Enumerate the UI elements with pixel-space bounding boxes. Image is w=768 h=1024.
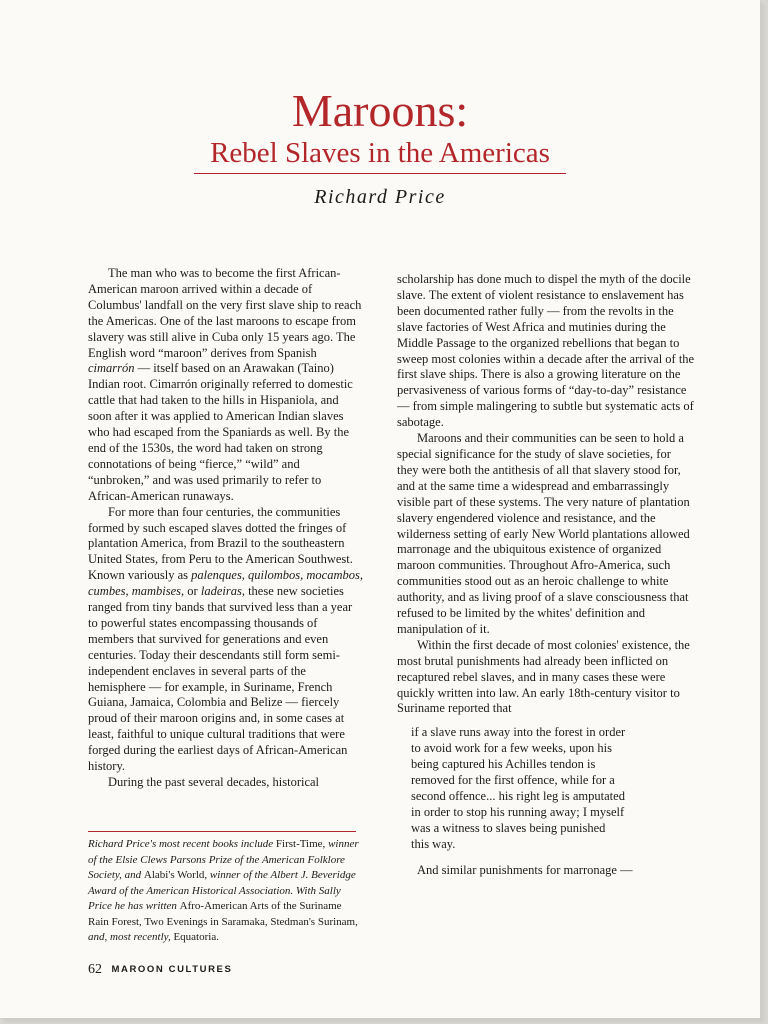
block-quote [411, 725, 695, 852]
text-run: The man who was to become the first African-American maroon arrived within a decade of Columbus' landfall on the very first slave ship to reach the Americas. One of the last maroons to escape from slavery was still alive in Cuba only 15 years ago. The English word “maroon” derives from Spanish [88, 266, 362, 360]
italic-run: ladeiras, [200, 584, 245, 599]
italic-run: winner of the Elsie Clews Parsons Prize of the American Folklore Society, and [88, 838, 359, 881]
footnote-divider [88, 831, 356, 832]
italic-run: cimarrón [88, 361, 135, 376]
body-paragraph [88, 775, 363, 791]
text-run: — itself based on an Arawakan (Taino) Indian root. Cimarrón originally referred to domestic cattle that had taken to the hills in Hispaniola, and soon after it was applied to American Indian slaves who had escaped from the Spaniards as well. By the end of the 1530s, the word had taken on strong connotations of being “fierce,” “wild” and “unbroken,” and was used primarily to refer to African-American runaways. [88, 361, 353, 503]
body-paragraph: And similar punishments for marronage — [417, 862, 633, 877]
section-title: MAROON CULTURES [111, 964, 233, 975]
text-run: or [184, 584, 201, 599]
author-byline: Richard Price [314, 186, 446, 208]
article-subtitle: Rebel Slaves in the Americas [210, 137, 550, 169]
quote-line: in order to stop his running away; I myself [411, 804, 625, 819]
title-divider [194, 173, 566, 174]
text-run: Equatoria. [173, 931, 219, 943]
text-run: For more than four centuries, the communities formed by such escaped slaves dotted the fringes of plantation America, from Brazil to the southeastern United States, from Peru to the American Southwest. Known variously as [88, 504, 353, 583]
page-number: 62 [88, 962, 102, 977]
author-note [88, 837, 363, 946]
text-run: Afro-American Arts of the Suriname Rain Forest, Two Evenings in Saramaka, Stedman's Surinam, [88, 900, 358, 928]
quote-line: was a witness to slaves being punished [411, 820, 606, 835]
quote-line: if a slave runs away into the forest in order [411, 725, 626, 740]
quote-line: second offence... his right leg is amputated [411, 789, 625, 803]
quote-line: removed for the first offence, while for a [411, 773, 615, 788]
quote-line: being captured his Achilles tendon is [411, 757, 596, 772]
text-run: Alabi's World, [143, 869, 210, 881]
body-paragraph [88, 505, 363, 775]
body-paragraph-continued: scholarship has done much to dispel the myth of the docile slave. The extent of violent resistance to enslavement has been documented rather fully — from the revolts in the slave factories of West Africa and mutinies during the Middle Passage to the organized rebellions that began to sweep most colonies within a decade after the arrival of the first slave ships. There is also a growing literature on the pervasiveness of various forms of “day-to-day” resistance — from simple malingering to subtle but systematic acts of sabotage. [397, 272, 695, 430]
page-folio [88, 962, 232, 979]
italic-run: Richard Price's most recent books include [88, 838, 276, 850]
left-column [88, 266, 363, 791]
text-run: First-Time, [275, 838, 329, 850]
article-title: Maroons: [291, 85, 469, 136]
quote-line: to avoid work for a few weeks, upon his [411, 741, 612, 756]
italic-run: palenques, quilombos, mocambos, cumbes, mambises, [88, 568, 363, 599]
text-run: these new societies ranged from tiny bands that survived less than a year to powerful states encompassing thousands of members that survived for generations and even centuries. Today their descendants still form semi-independent enclaves in several parts of the hemisphere — for example, in Suriname, French Guiana, Jamaica, Colombia and Belize — fiercely proud of their maroon origins and, in some cases at least, faithful to unique cultural traditions that were forged during the earliest days of African-American history. [88, 584, 353, 774]
body-paragraph: Maroons and their communities can be seen to hold a special significance for the study of slave societies, for they were both the antithesis of all that slavery stood for, and at the same time a widespread and embarrassingly visible part of these systems. The very nature of plantation slavery engendered violence and resistance, and the wilderness setting of early New World plantations allowed marronage and the ubiquitous existence of organized maroon communities. Throughout Afro-America, such communities stood out as an heroic challenge to white authority, and as living proof of a slave consciousness that refused to be limited by the whites' definition and manipulation of it. [397, 431, 690, 636]
italic-run: and, most recently, [88, 931, 174, 943]
text-run: During the past several decades, historical [108, 775, 320, 789]
right-column [397, 272, 695, 879]
body-paragraph: Within the first decade of most colonies' existence, the most brutal punishments had already been inflicted on recaptured rebel slaves, and in many cases these were quickly written into law. An early 18th-century visitor to Suriname reported that [397, 637, 690, 716]
body-paragraph [88, 266, 363, 505]
italic-run: winner of the Albert J. Beveridge Award of the American Historical Association. With Sally Price he has written [88, 869, 356, 912]
quote-line: this way. [411, 836, 456, 851]
